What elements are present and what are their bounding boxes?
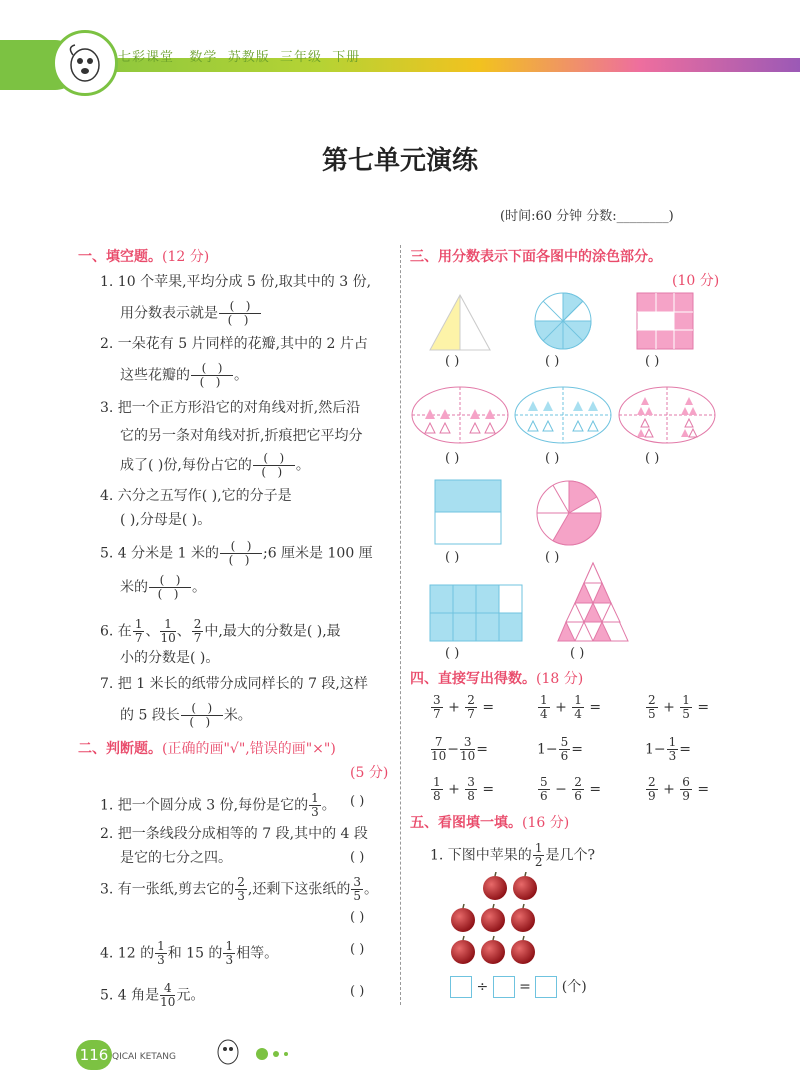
- s1-q6-line2: 小的分数是( )。: [120, 650, 220, 666]
- s1-q3-line3: [120, 452, 310, 479]
- s3-answer-2[interactable]: ( ): [545, 354, 560, 369]
- s1-q2-answer-fraction[interactable]: $\frac{( )}{( )}$: [191, 362, 233, 389]
- figure-rect-half-blue: [435, 480, 501, 544]
- s5-q1-fraction: $\frac{1}{2}$: [534, 841, 543, 869]
- section1-title: 一、填空题。: [78, 249, 162, 265]
- s3-answer-4[interactable]: ( ): [445, 451, 460, 466]
- s4-item-1-0: $\frac{7}{10}$ − $\frac{3}{10}$ =: [431, 735, 489, 763]
- s1-q5-text: 5. 4 分米是 1 米的: [100, 545, 219, 562]
- figure-triangle-yellow: [430, 295, 490, 350]
- time-score-info: (时间:60 分钟 分数:________): [500, 209, 674, 224]
- divide-sign: ÷: [476, 979, 489, 995]
- s1-q7-answer-fraction[interactable]: $\frac{( )}{( )}$: [181, 702, 223, 729]
- section4-title: 四、直接写出得数。: [410, 671, 536, 687]
- s2-q4-fraction-2: $\frac{1}{3}$: [225, 939, 234, 967]
- s1-q1-answer-fraction[interactable]: $\frac{( )}{( )}$: [219, 300, 261, 327]
- s2-q5-text: 5. 4 角是: [100, 987, 160, 1004]
- s2-q3-end: 。: [364, 881, 378, 898]
- section3-heading: 三、用分数表示下面各图中的涂色部分。: [410, 249, 662, 265]
- section3-points: (10 分): [672, 273, 720, 289]
- section1-heading: [78, 246, 209, 266]
- s3-answer-6[interactable]: ( ): [645, 451, 660, 466]
- figure-pie-pink: [537, 481, 601, 545]
- grade: 三年级: [279, 50, 322, 65]
- section1-points: (12 分): [162, 249, 210, 265]
- apple-icon: [451, 904, 475, 932]
- s1-q3-answer-fraction[interactable]: $\frac{( )}{( )}$: [253, 452, 295, 479]
- s1-q6-fraction-1: $\frac{1}{7}$: [134, 617, 143, 645]
- s1-q5-line1: [100, 540, 373, 567]
- s4-item-2-1: $\frac{5}{6}$ − $\frac{2}{6}$ =: [540, 775, 602, 803]
- s2-q4-answer[interactable]: ( ): [350, 942, 365, 957]
- brand-name: QICAI KETANG: [112, 1052, 176, 1062]
- figure-circle-blue: [535, 293, 591, 349]
- s1-q3-end: 。: [295, 457, 310, 474]
- s2-q4-fraction-1: $\frac{1}{3}$: [157, 939, 165, 967]
- figure-ellipse-blue: [515, 387, 611, 443]
- column-divider: [400, 245, 401, 1005]
- subject: 数学: [189, 50, 218, 65]
- section2-heading: [78, 738, 336, 758]
- apple-icon: [513, 872, 537, 900]
- s2-q5-answer[interactable]: ( ): [350, 984, 365, 999]
- apple-icon: [511, 936, 535, 964]
- s1-q3-line1: 3. 把一个正方形沿它的对角线对折,然后沿: [100, 400, 361, 416]
- page-title: 第七单元演练: [321, 146, 478, 176]
- s3-answer-1[interactable]: ( ): [445, 354, 460, 369]
- section2-title: 二、判断题。: [78, 741, 162, 757]
- s4-item-1-1: 1− $\frac{5}{6}$ =: [537, 735, 584, 763]
- s4-item-2-0: $\frac{1}{8}$ + $\frac{3}{8}$ =: [433, 775, 495, 803]
- mascot-footer-icon: [210, 1032, 300, 1072]
- s1-q1-text: 用分数表示就是: [120, 305, 218, 322]
- section3-figures: [405, 285, 735, 665]
- s1-q7-line1: 7. 把 1 米长的纸带分成同样长的 7 段,这样: [100, 676, 368, 692]
- figure-grid-rect-blue: [430, 585, 522, 641]
- s1-q5-text3: 米的: [120, 579, 148, 596]
- page-number: 116: [76, 1040, 112, 1070]
- header-text: [118, 46, 360, 65]
- s1-q2-line1: 2. 一朵花有 5 片同样的花瓣,其中的 2 片占: [100, 336, 368, 352]
- s2-q2-line1: 2. 把一条线段分成相等的 7 段,其中的 4 段: [100, 826, 368, 842]
- s2-q3-answer[interactable]: ( ): [350, 910, 365, 925]
- s5-q1: [430, 842, 595, 869]
- s1-q4-line2: ( ),分母是( )。: [120, 512, 212, 528]
- figure-ellipse-pink-1: [412, 387, 508, 443]
- s4-item-0-0: $\frac{3}{7}$ + $\frac{2}{7}$ =: [433, 693, 495, 721]
- s2-q1-text: 1. 把一个圆分成 3 份,每份是它的: [100, 797, 309, 814]
- unit-label: (个): [561, 979, 587, 995]
- s2-q4-mid: 和 15 的: [167, 945, 223, 962]
- s1-q3-text: 成了( )份,每份占它的: [120, 457, 252, 474]
- s2-q3-text: 3. 有一张纸,剪去它的: [100, 881, 235, 898]
- s4-item-0-2: $\frac{2}{5}$ + $\frac{1}{5}$ =: [648, 693, 710, 721]
- section5-points: (16 分): [522, 815, 570, 831]
- s4-item-1-2: 1− $\frac{1}{3}$ =: [645, 735, 692, 763]
- s2-q4-text: 4. 12 的: [100, 945, 155, 962]
- volume: 下册: [332, 50, 361, 65]
- s1-q3-line2: 它的另一条对角线对折,折痕把它平均分: [120, 428, 363, 444]
- s1-q2-end: 。: [234, 367, 248, 384]
- s2-q2-line2: 是它的七分之四。: [120, 850, 232, 866]
- apple-icon: [481, 936, 505, 964]
- apple-icon: [481, 904, 505, 932]
- series-name: 七彩课堂: [118, 50, 175, 65]
- edition: 苏教版: [227, 50, 270, 65]
- figure-ellipse-pink-2: [619, 387, 715, 443]
- apples-figure: [445, 872, 545, 968]
- s1-q1-line1: 1. 10 个苹果,平均分成 5 份,取其中的 3 份,: [100, 274, 372, 290]
- s3-answer-8[interactable]: ( ): [545, 550, 560, 565]
- s5-formula: [450, 976, 587, 998]
- section5-heading: [410, 812, 569, 832]
- s4-item-2-2: $\frac{2}{9}$ + $\frac{6}{9}$ =: [648, 775, 710, 803]
- s2-q4-end: 相等。: [236, 945, 279, 962]
- s3-answer-7[interactable]: ( ): [445, 550, 460, 565]
- s1-q6-fraction-2: $\frac{1}{10}$: [160, 617, 176, 645]
- s2-q3-fraction-1: $\frac{2}{3}$: [237, 875, 245, 903]
- section4-points: (18 分): [536, 671, 584, 687]
- s3-answer-9[interactable]: ( ): [445, 646, 460, 661]
- s1-q5-text2: ;6 厘米是 100 厘: [262, 545, 373, 562]
- s4-item-0-1: $\frac{1}{4}$ + $\frac{1}{4}$ =: [540, 693, 602, 721]
- s1-q1-line2: [120, 300, 262, 327]
- s1-q7-line2: [120, 702, 252, 729]
- s1-q2-text: 这些花瓣的: [120, 367, 190, 384]
- s3-answer-10[interactable]: ( ): [570, 646, 585, 661]
- s1-q5-line2: [120, 574, 206, 601]
- equals-sign: =: [519, 979, 531, 995]
- s1-q2-line2: [120, 362, 248, 389]
- answer-box-1[interactable]: [450, 976, 472, 998]
- s1-q6-fraction-3: $\frac{2}{7}$: [193, 617, 202, 645]
- answer-box-3[interactable]: [535, 976, 557, 998]
- s2-q1-end: 。: [321, 797, 336, 814]
- s2-q5: [100, 982, 204, 1009]
- apple-icon: [483, 872, 507, 900]
- s2-q3-mid: ,还剩下这张纸的: [247, 881, 351, 898]
- s1-q7-end: 米。: [223, 707, 252, 724]
- s1-q7-text: 的 5 段长: [120, 707, 180, 724]
- s3-answer-5[interactable]: ( ): [545, 451, 560, 466]
- section4-heading: [410, 668, 583, 688]
- s2-q3-fraction-2: $\frac{3}{5}$: [353, 875, 361, 903]
- s1-q6-line1: 6. 在 $\frac{1}{7}$ 、 $\frac{1}{10}$ 、 $\frac{2}{7}$ 中,最大的分数是( ),最: [100, 617, 341, 645]
- mascot-logo: [52, 30, 118, 96]
- s2-q5-end: 元。: [176, 987, 205, 1004]
- s1-q4-line1: 4. 六分之五写作( ),它的分子是: [100, 488, 292, 504]
- answer-box-2[interactable]: [493, 976, 515, 998]
- s2-q1-answer[interactable]: ( ): [350, 794, 365, 809]
- s1-q5-answer-fraction-1[interactable]: $\frac{( )}{( )}$: [220, 540, 262, 567]
- section5-title: 五、看图填一填。: [410, 815, 522, 831]
- s2-q2-answer[interactable]: ( ): [350, 850, 365, 865]
- apple-icon: [451, 936, 475, 964]
- s2-q4: [100, 940, 278, 967]
- s5-q1-text: 1. 下图中苹果的: [430, 847, 532, 864]
- figure-grid-pink: [637, 293, 693, 349]
- section2-points: (5 分): [350, 765, 389, 781]
- s2-q3: [100, 876, 378, 903]
- s1-q6-pre: 6. 在: [100, 623, 132, 640]
- section2-points-wrap: [350, 762, 388, 782]
- s2-q1: [100, 792, 336, 819]
- s3-answer-3[interactable]: ( ): [645, 354, 660, 369]
- s5-q1-end: 是几个?: [545, 847, 595, 864]
- apple-icon: [511, 904, 535, 932]
- s2-q1-fraction: $\frac{1}{3}$: [311, 791, 319, 819]
- s1-q5-end: 。: [192, 579, 206, 596]
- s1-q5-answer-fraction-2[interactable]: $\frac{( )}{( )}$: [149, 574, 191, 601]
- figure-triangle-pink: [558, 563, 628, 641]
- section2-note: (正确的画"√",错误的画"×"): [162, 741, 336, 757]
- s2-q5-fraction: $\frac{4}{10}$: [160, 981, 176, 1009]
- s1-q6-post: 中,最大的分数是( ),最: [204, 623, 341, 640]
